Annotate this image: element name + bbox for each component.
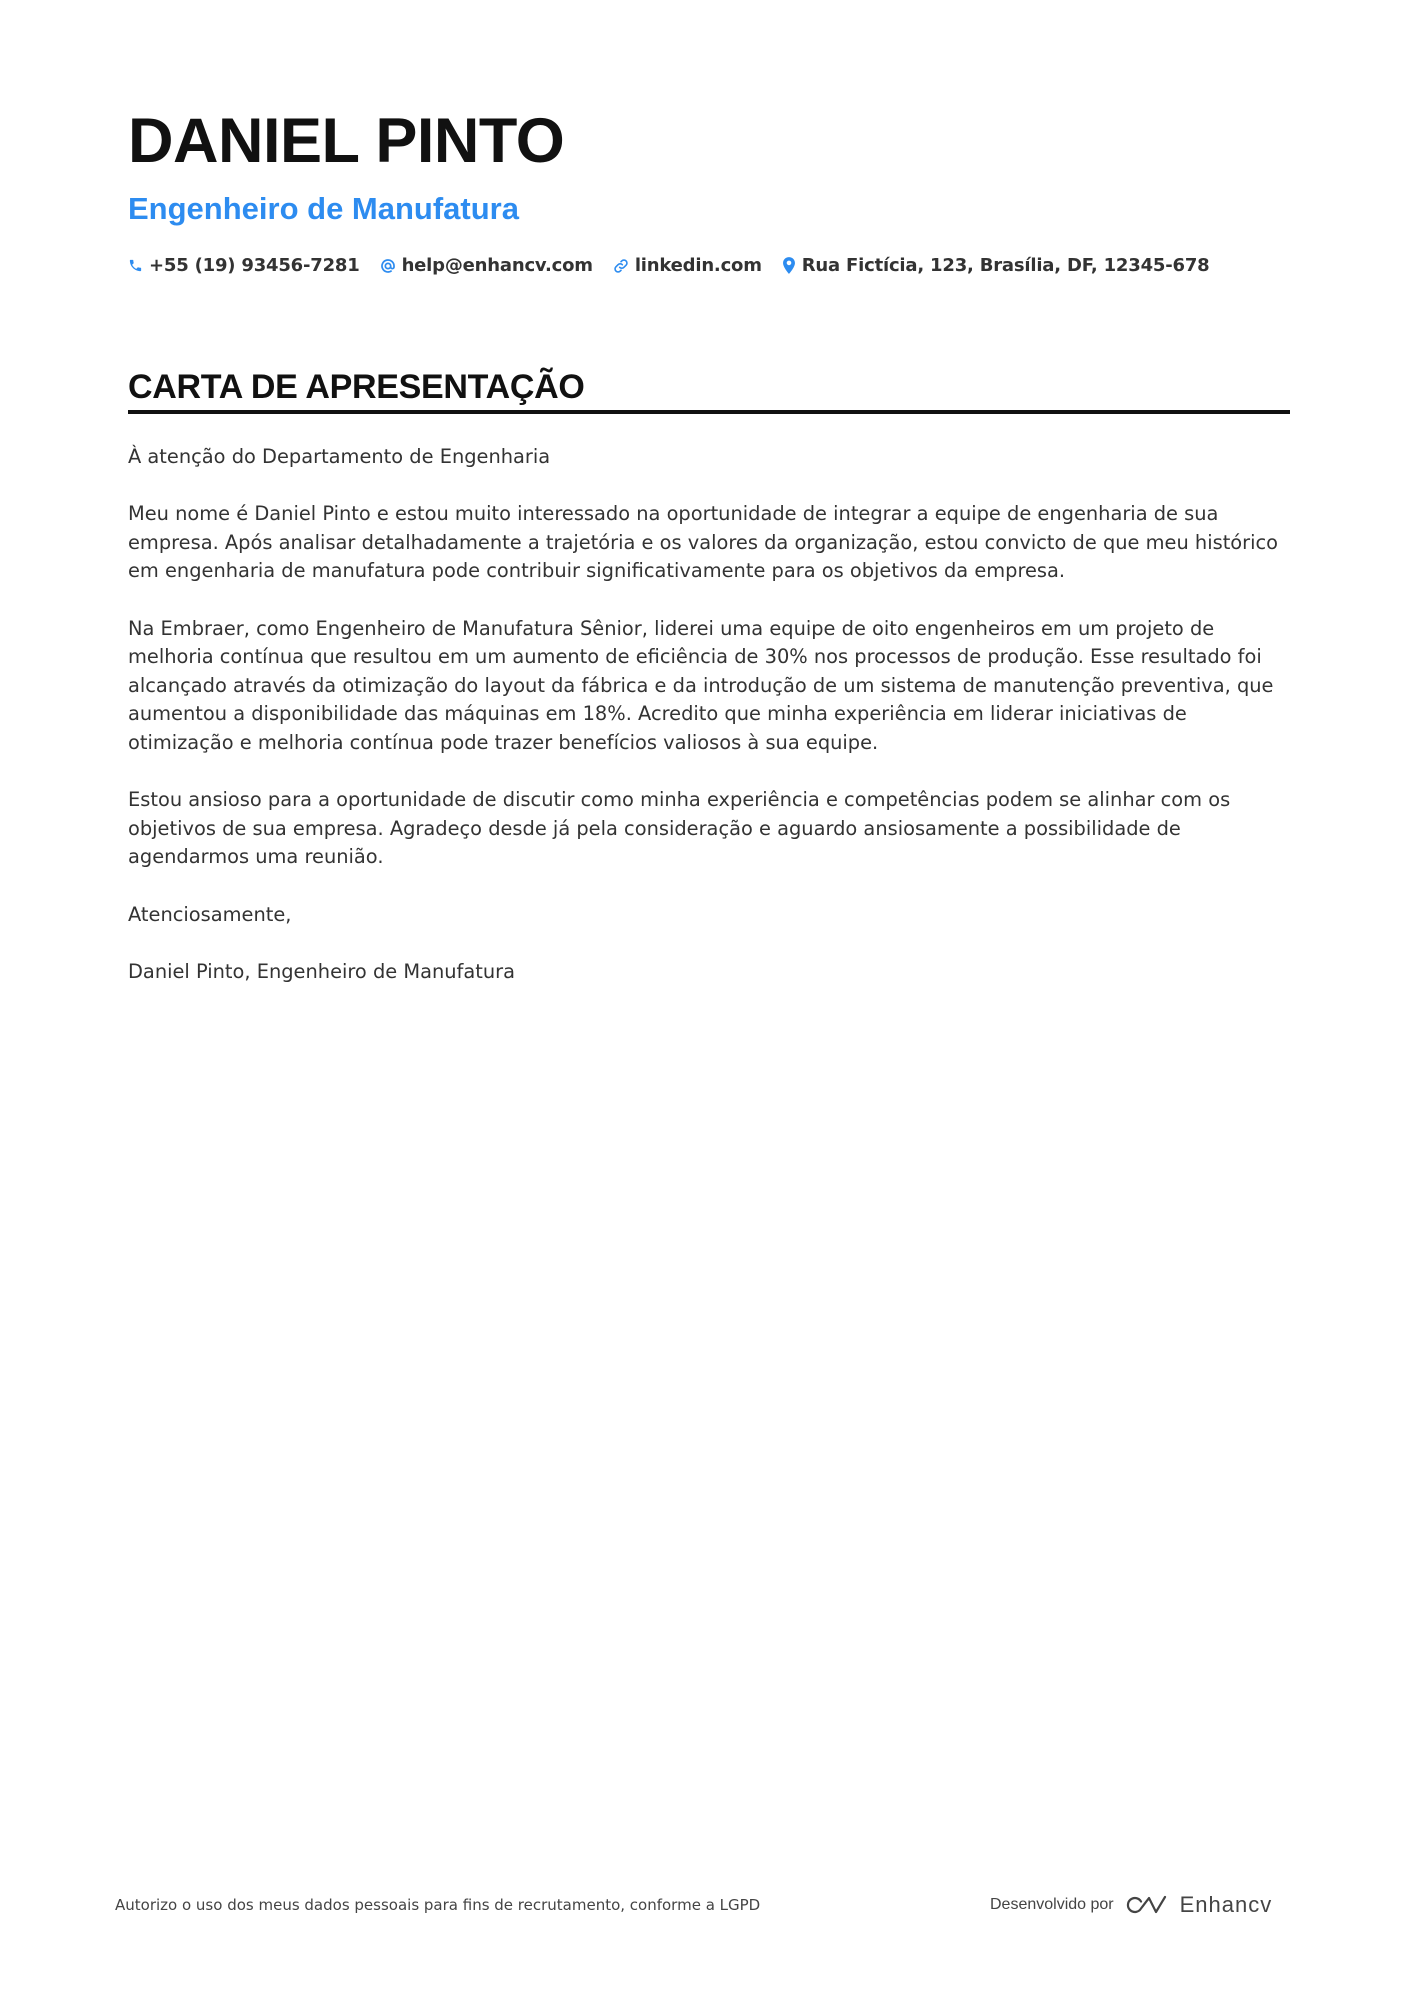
enhancv-brand: Enhancv — [1179, 1892, 1273, 1917]
letter-closing: Atenciosamente, — [128, 902, 292, 926]
section-divider — [128, 410, 1290, 414]
contact-linkedin[interactable] — [613, 255, 762, 276]
job-title: Engenheiro de Manufatura — [128, 191, 519, 226]
address-text: Rua Fictícia, 123, Brasília, DF, 12345-678 — [801, 255, 1210, 276]
section-heading: CARTA DE APRESENTAÇÃO — [128, 368, 585, 406]
email-text: help@enhancv.com — [401, 255, 593, 276]
letter-salutation: À atenção do Departamento de Engenharia — [128, 445, 551, 468]
contact-bar — [128, 255, 1229, 276]
link-icon — [613, 258, 629, 274]
candidate-name: DANIEL PINTO — [128, 106, 565, 176]
phone-icon — [128, 258, 143, 273]
powered-by-label: Desenvolvido por — [990, 1896, 1114, 1913]
powered-by[interactable] — [990, 1892, 1272, 1918]
contact-phone[interactable] — [128, 255, 360, 276]
letter-signature: Daniel Pinto, Engenheiro de Manufatura — [128, 959, 516, 983]
enhancv-logo-icon — [1126, 1893, 1170, 1917]
letter-paragraph-1: Meu nome é Daniel Pinto e estou muito interessado na oportunidade de integrar a equipe de engenharia de sua empresa. Após analisar detalhadamente a trajetória e os valores da organização, estou convicto de que meu histórico em engenharia de manufatura pode contribuir significativamente para os objetivos da empresa. — [128, 502, 1279, 583]
letter-paragraph-2: Na Embraer, como Engenheiro de Manufatura Sênior, liderei uma equipe de oito engenheiros em um projeto de melhoria contínua que resultou em um aumento de eficiência de 30% nos processos de produção. Esse resultado foi alcançado através da otimização do layout da fábrica e da introdução de um sistema de manutenção preventiva, que aumentou a disponibilidade das máquinas em 18%. Acredito que minha experiência em liderar iniciativas de otimização e melhoria contínua pode trazer benefícios valiosos à sua equipe. — [128, 616, 1274, 754]
linkedin-text: linkedin.com — [634, 255, 762, 276]
contact-address — [782, 255, 1210, 276]
location-pin-icon — [782, 257, 796, 274]
consent-note: Autorizo o uso dos meus dados pessoais para fins de recrutamento, conforme a LGPD — [115, 1896, 761, 1914]
contact-email[interactable] — [380, 255, 593, 276]
phone-text: +55 (19) 93456-7281 — [149, 255, 360, 276]
letter-body — [128, 443, 1290, 1015]
letter-paragraph-3: Estou ansioso para a oportunidade de discutir como minha experiência e competências podem se alinhar com os objetivos de sua empresa. Agradeço desde já pela consideração e aguardo ansiosamente a possibilidade de agendarmos uma reunião. — [128, 788, 1231, 869]
at-icon — [380, 258, 396, 274]
